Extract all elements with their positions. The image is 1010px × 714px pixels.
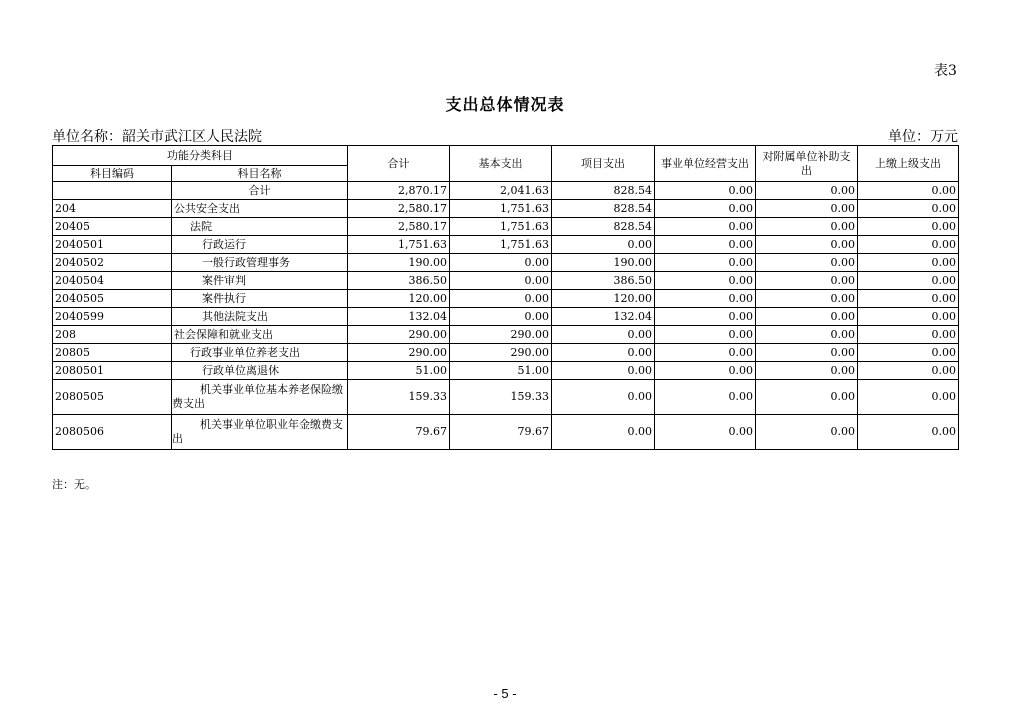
row-name: 公共安全支出 (172, 200, 348, 218)
row-subsidy: 0.00 (756, 236, 858, 254)
row-total: 79.67 (348, 415, 450, 450)
row-subsidy: 0.00 (756, 415, 858, 450)
row-upper: 0.00 (858, 290, 959, 308)
table-row (53, 182, 959, 200)
row-code: 2040504 (53, 272, 172, 290)
table-row (53, 380, 959, 415)
row-name: 合计 (172, 182, 348, 200)
row-subsidy: 0.00 (756, 362, 858, 380)
row-business: 0.00 (655, 254, 756, 272)
row-basic: 2,041.63 (450, 182, 552, 200)
row-business: 0.00 (655, 415, 756, 450)
row-code: 20805 (53, 344, 172, 362)
header-code: 科目编码 (53, 166, 172, 182)
row-total: 290.00 (348, 344, 450, 362)
row-subsidy: 0.00 (756, 272, 858, 290)
row-basic: 79.67 (450, 415, 552, 450)
table-row (53, 308, 959, 326)
row-total: 386.50 (348, 272, 450, 290)
table-row (53, 290, 959, 308)
row-code: 208 (53, 326, 172, 344)
row-total: 120.00 (348, 290, 450, 308)
header-subsidy: 对附属单位补助支出 (756, 146, 858, 182)
row-basic: 0.00 (450, 290, 552, 308)
row-basic: 1,751.63 (450, 218, 552, 236)
page-title: 支出总体情况表 (445, 95, 565, 114)
row-subsidy: 0.00 (756, 182, 858, 200)
row-basic: 0.00 (450, 272, 552, 290)
row-name: 案件执行 (172, 290, 348, 308)
row-name: 法院 (172, 218, 348, 236)
row-project: 0.00 (552, 236, 655, 254)
unit-label: 单位：万元 (888, 129, 958, 145)
header-total: 合计 (348, 146, 450, 182)
row-basic: 51.00 (450, 362, 552, 380)
row-upper: 0.00 (858, 326, 959, 344)
row-code: 2080501 (53, 362, 172, 380)
row-upper: 0.00 (858, 254, 959, 272)
table-row (53, 254, 959, 272)
row-upper: 0.00 (858, 218, 959, 236)
row-code: 2080506 (53, 415, 172, 450)
row-business: 0.00 (655, 344, 756, 362)
row-project: 0.00 (552, 362, 655, 380)
row-basic: 1,751.63 (450, 200, 552, 218)
row-name: 行政运行 (172, 236, 348, 254)
row-project: 120.00 (552, 290, 655, 308)
table-row (53, 218, 959, 236)
row-code: 2040501 (53, 236, 172, 254)
row-project: 190.00 (552, 254, 655, 272)
row-code: 2040599 (53, 308, 172, 326)
row-code (53, 182, 172, 200)
page-number: - 5 - (493, 686, 517, 701)
row-upper: 0.00 (858, 344, 959, 362)
row-basic: 159.33 (450, 380, 552, 415)
table-row (53, 415, 959, 450)
row-business: 0.00 (655, 182, 756, 200)
row-upper: 0.00 (858, 236, 959, 254)
header-basic: 基本支出 (450, 146, 552, 182)
row-project: 828.54 (552, 218, 655, 236)
row-code: 20405 (53, 218, 172, 236)
table-row (53, 326, 959, 344)
row-business: 0.00 (655, 200, 756, 218)
row-business: 0.00 (655, 236, 756, 254)
row-total: 2,870.17 (348, 182, 450, 200)
row-project: 828.54 (552, 182, 655, 200)
row-subsidy: 0.00 (756, 254, 858, 272)
row-upper: 0.00 (858, 308, 959, 326)
row-name: 行政事业单位养老支出 (172, 344, 348, 362)
table-row (53, 272, 959, 290)
row-subsidy: 0.00 (756, 380, 858, 415)
table-note: 注：无。 (52, 478, 96, 491)
header-project: 项目支出 (552, 146, 655, 182)
row-basic: 0.00 (450, 254, 552, 272)
row-subsidy: 0.00 (756, 308, 858, 326)
table-row (53, 344, 959, 362)
table-label: 表3 (934, 63, 957, 79)
row-name: 行政单位离退休 (172, 362, 348, 380)
row-total: 51.00 (348, 362, 450, 380)
row-business: 0.00 (655, 380, 756, 415)
row-name: 机关事业单位基本养老保险缴费支出 (172, 380, 348, 415)
row-code: 2040502 (53, 254, 172, 272)
table-row (53, 236, 959, 254)
row-project: 0.00 (552, 326, 655, 344)
header-business: 事业单位经营支出 (655, 146, 756, 182)
row-total: 159.33 (348, 380, 450, 415)
unit-name: 单位名称：韶关市武江区人民法院 (52, 129, 262, 145)
row-project: 0.00 (552, 415, 655, 450)
row-total: 2,580.17 (348, 200, 450, 218)
row-name: 机关事业单位职业年金缴费支出 (172, 415, 348, 450)
row-business: 0.00 (655, 326, 756, 344)
row-upper: 0.00 (858, 182, 959, 200)
row-total: 290.00 (348, 326, 450, 344)
row-business: 0.00 (655, 272, 756, 290)
header-upper: 上缴上级支出 (858, 146, 959, 182)
row-basic: 0.00 (450, 308, 552, 326)
row-project: 0.00 (552, 344, 655, 362)
row-code: 2080505 (53, 380, 172, 415)
row-name: 一般行政管理事务 (172, 254, 348, 272)
row-project: 386.50 (552, 272, 655, 290)
row-subsidy: 0.00 (756, 200, 858, 218)
row-upper: 0.00 (858, 380, 959, 415)
row-total: 1,751.63 (348, 236, 450, 254)
row-subsidy: 0.00 (756, 344, 858, 362)
row-basic: 290.00 (450, 344, 552, 362)
row-business: 0.00 (655, 290, 756, 308)
row-project: 132.04 (552, 308, 655, 326)
table-row (53, 362, 959, 380)
row-subsidy: 0.00 (756, 218, 858, 236)
row-subsidy: 0.00 (756, 326, 858, 344)
row-code: 2040505 (53, 290, 172, 308)
row-total: 132.04 (348, 308, 450, 326)
header-functional: 功能分类科目 (53, 146, 348, 166)
row-subsidy: 0.00 (756, 290, 858, 308)
row-name: 社会保障和就业支出 (172, 326, 348, 344)
row-code: 204 (53, 200, 172, 218)
row-business: 0.00 (655, 218, 756, 236)
row-total: 2,580.17 (348, 218, 450, 236)
row-upper: 0.00 (858, 272, 959, 290)
row-upper: 0.00 (858, 415, 959, 450)
header-name: 科目名称 (172, 166, 348, 182)
row-upper: 0.00 (858, 200, 959, 218)
table-row (53, 200, 959, 218)
row-name: 案件审判 (172, 272, 348, 290)
row-business: 0.00 (655, 308, 756, 326)
row-name: 其他法院支出 (172, 308, 348, 326)
row-total: 190.00 (348, 254, 450, 272)
row-project: 0.00 (552, 380, 655, 415)
expenditure-table (52, 145, 959, 450)
row-basic: 1,751.63 (450, 236, 552, 254)
row-business: 0.00 (655, 362, 756, 380)
row-upper: 0.00 (858, 362, 959, 380)
row-project: 828.54 (552, 200, 655, 218)
row-basic: 290.00 (450, 326, 552, 344)
